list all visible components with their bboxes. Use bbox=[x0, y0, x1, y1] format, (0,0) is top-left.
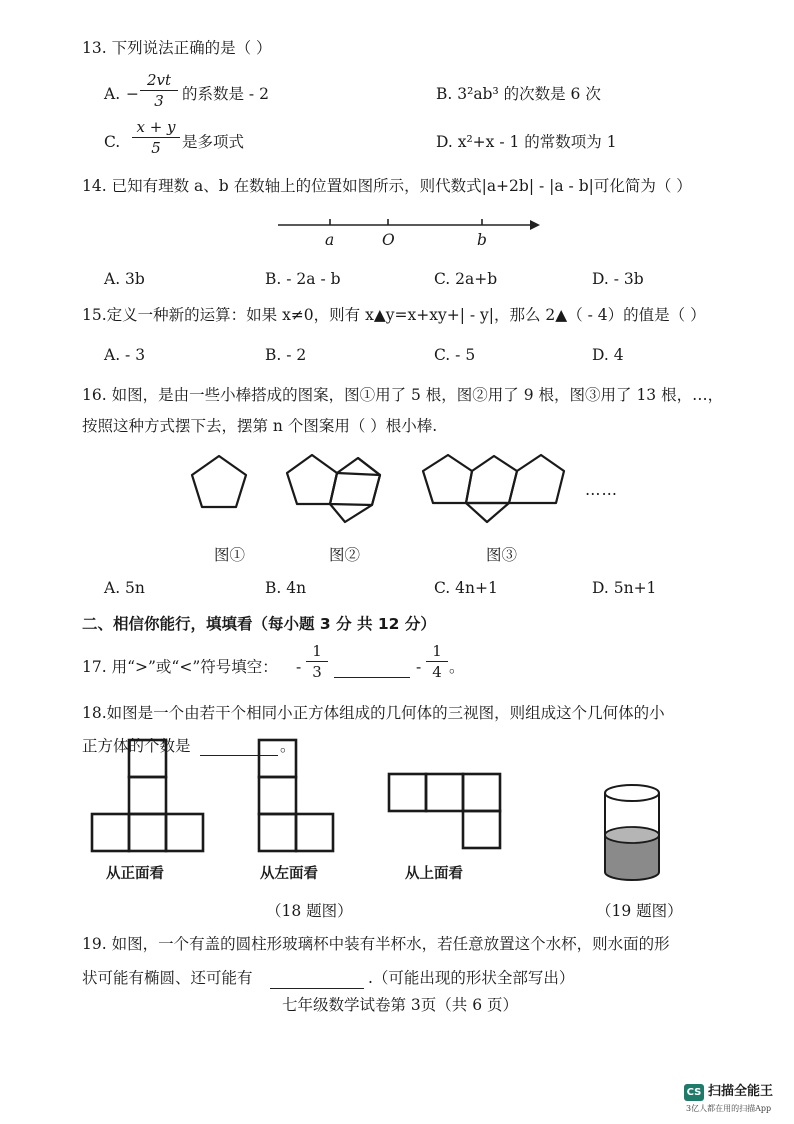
q13-option-a-text: 的系数是 - 2 bbox=[182, 85, 269, 103]
q13-option-c-text: 是多项式 bbox=[182, 133, 245, 151]
q13-option-d: D. x²+x - 1 的常数项为 1 bbox=[436, 133, 617, 151]
page-footer: 七年级数学试卷第 3页（共 6 页） bbox=[282, 996, 519, 1014]
frac-denominator: 4 bbox=[432, 663, 442, 681]
q14-option-b: B. - 2a - b bbox=[265, 270, 341, 288]
view-label-top: 从上面看 bbox=[405, 866, 463, 882]
pentagon-ellipsis: …… bbox=[585, 481, 618, 499]
q16-stem-line1: 16. 如图，是由一些小棒搭成的图案，图①用了 5 根，图②用了 9 根，图③用了 13 根，…， bbox=[82, 386, 724, 404]
q16-option-c: C. 4n+1 bbox=[434, 579, 498, 597]
q13-stem: 13. 下列说法正确的是（ ） bbox=[82, 39, 272, 57]
q16-option-a: A. 5n bbox=[104, 579, 145, 597]
fig3-label: 图③ bbox=[486, 546, 518, 564]
q17-end: 。 bbox=[449, 658, 465, 676]
q19-line1: 19. 如图，一个有盖的圆柱形玻璃杯中装有半杯水，若任意放置这个水杯，则水面的形 bbox=[82, 935, 670, 953]
scanner-logo-icon bbox=[684, 1084, 704, 1101]
view-label-front: 从正面看 bbox=[106, 866, 164, 882]
q15-option-d: D. 4 bbox=[592, 346, 624, 364]
q15-option-c: C. - 5 bbox=[434, 346, 476, 364]
scanner-tagline: 3亿人都在用的扫描App bbox=[686, 1104, 772, 1113]
q15-option-a: A. - 3 bbox=[104, 346, 146, 364]
q18-end: 。 bbox=[280, 737, 296, 755]
q13-option-c-label: C. bbox=[104, 133, 121, 151]
q18-caption: （18 题图） bbox=[266, 902, 353, 920]
q15-stem: 15.定义一种新的运算：如果 x≠0，则有 x▲y=x+xy+| - y|，那么 2▲（ - 4）的值是（ ） bbox=[82, 306, 706, 324]
number-line-label-b: b bbox=[477, 231, 487, 249]
q18-line2: 正方体的个数是 bbox=[82, 737, 191, 755]
q13-option-b: B. 3²ab³ 的次数是 6 次 bbox=[436, 85, 601, 103]
q13-option-a-minus: − bbox=[126, 85, 139, 103]
q16-option-d: D. 5n+1 bbox=[592, 579, 657, 597]
q14-stem: 14. 已知有理数 a、b 在数轴上的位置如图所示，则代数式|a+2b| - |a - b|可化简为（ ） bbox=[82, 177, 692, 195]
number-line-label-o: O bbox=[382, 231, 395, 249]
frac-denominator: 3 bbox=[312, 663, 322, 681]
q19-caption: （19 题图） bbox=[596, 902, 683, 920]
q14-option-c: C. 2a+b bbox=[434, 270, 498, 288]
q17-prefix: 17. 用“>”或“<”符号填空： bbox=[82, 658, 278, 676]
fig2-label: 图② bbox=[329, 546, 361, 564]
q14-option-d: D. - 3b bbox=[592, 270, 644, 288]
number-line-label-a: a bbox=[325, 231, 335, 249]
section2-heading: 二、相信你能行，填填看（每小题 3 分 共 12 分） bbox=[82, 615, 436, 633]
cylinder-glass-icon bbox=[605, 785, 659, 880]
q19-answer-blank[interactable] bbox=[270, 987, 364, 989]
q17-minus-1: - bbox=[296, 658, 302, 676]
view-label-left: 从左面看 bbox=[260, 866, 318, 882]
q19-line2-b: .（可能出现的形状全部写出） bbox=[368, 969, 575, 987]
q17-minus-2: - bbox=[416, 658, 422, 676]
frac-denominator: 5 bbox=[151, 139, 161, 157]
frac-numerator: 1 bbox=[312, 642, 322, 660]
q19-line2-a: 状可能有椭圆、还可能有 bbox=[82, 969, 253, 987]
q14-option-a: A. 3b bbox=[104, 270, 145, 288]
q13-option-a-label: A. bbox=[104, 85, 121, 103]
q18-line1: 18.如图是一个由若干个相同小正方体组成的几何体的三视图，则组成这个几何体的小 bbox=[82, 704, 665, 722]
frac-numerator: 2vt bbox=[146, 71, 172, 89]
frac-numerator: x + y bbox=[136, 118, 176, 136]
frac-numerator: 1 bbox=[432, 642, 442, 660]
fig1-label: 图① bbox=[214, 546, 246, 564]
frac-denominator: 3 bbox=[154, 92, 164, 110]
scanner-name: 扫描全能王 bbox=[708, 1084, 774, 1099]
scanner-logo-text: CS bbox=[686, 1087, 702, 1098]
q16-stem-line2: 按照这种方式摆下去，摆第 n 个图案用（ ）根小棒. bbox=[82, 417, 438, 435]
q16-option-b: B. 4n bbox=[265, 579, 307, 597]
q15-option-b: B. - 2 bbox=[265, 346, 307, 364]
